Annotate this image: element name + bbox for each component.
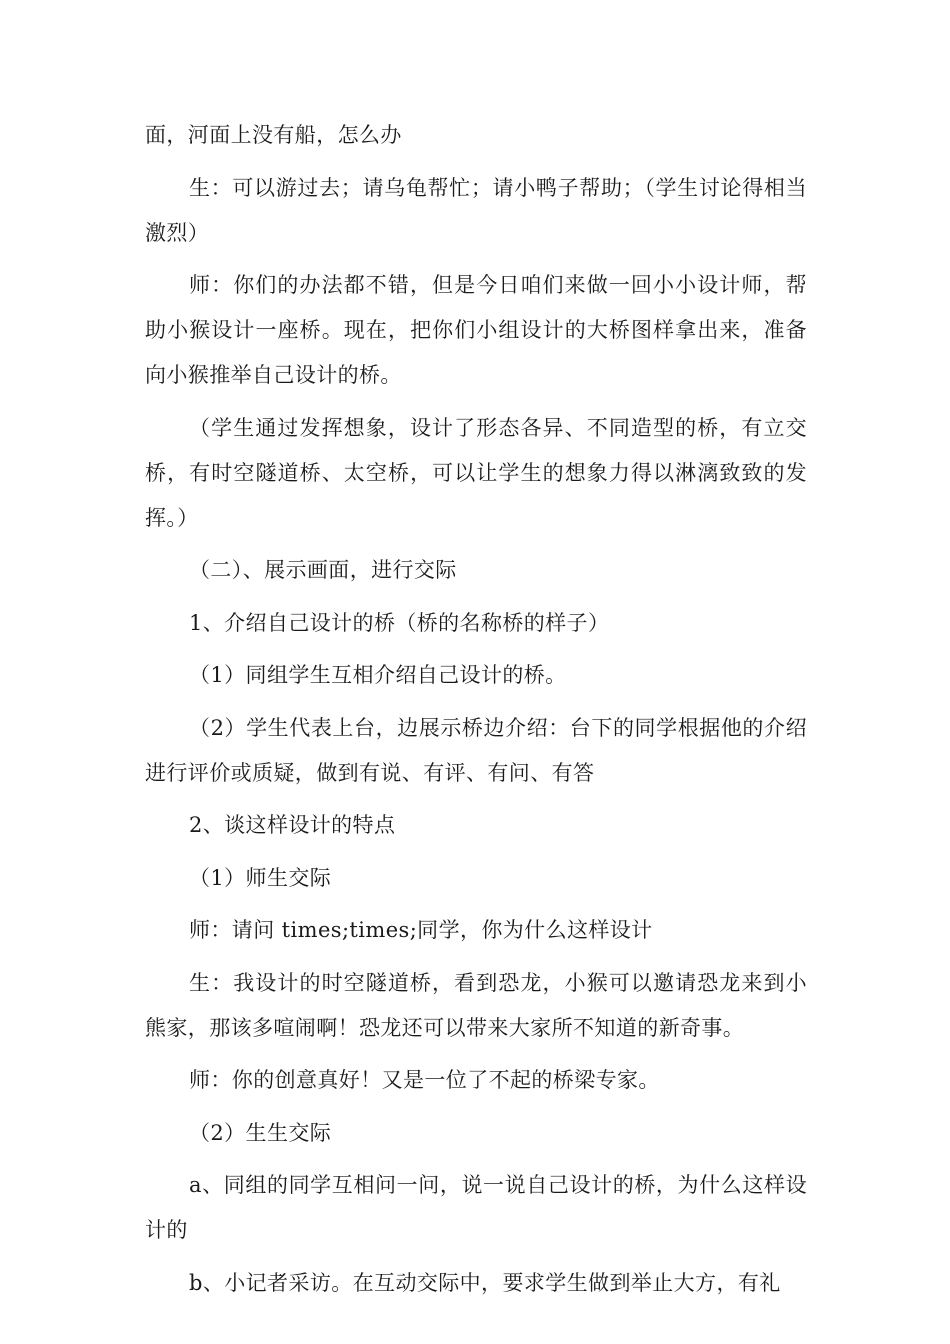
list-item: （1）师生交际 — [189, 865, 332, 890]
list-item: 2、谈这样设计的特点 — [189, 813, 396, 837]
paragraph: 面，河面上没有船，怎么办 — [145, 123, 402, 147]
list-item: （2）学生代表上台，边展示桥边介绍：台下的同学根据他的介绍进行评价或质疑，做到有说、有评、有问、有答 — [145, 715, 807, 785]
paragraph: 师：你的创意真好！又是一位了不起的桥梁专家。 — [189, 1068, 660, 1092]
paragraph: 师：你们的办法都不错，但是今日咱们来做一回小小设计师，帮助小猴设计一座桥。现在，把你们小组设计的大桥图样拿出来，准备向小猴推举自己设计的桥。 — [145, 273, 807, 387]
paragraph: 师：请问 times;times;同学，你为什么这样设计 — [189, 918, 653, 942]
list-item: b、小记者采访。在互动交际中，要求学生做到举止大方，有礼 — [189, 1270, 781, 1295]
section-heading: （二）、展示画面，进行交际 — [189, 558, 457, 582]
paragraph: 生：我设计的时空隧道桥，看到恐龙，小猴可以邀请恐龙来到小熊家，那该多喧闹啊！恐龙还可以带来大家所不知道的新奇事。 — [145, 970, 807, 1040]
list-item: （2）生生交际 — [189, 1120, 332, 1145]
paragraph: （学生通过发挥想象，设计了形态各异、不同造型的桥，有立交桥，有时空隧道桥、太空桥，可以让学生的想象力得以淋漓致致的发挥。） — [145, 415, 807, 530]
list-item: （1）同组学生互相介绍自己设计的桥。 — [189, 663, 567, 687]
list-item: 1、介绍自己设计的桥（桥的名称桥的样子） — [189, 610, 610, 635]
document-body — [145, 113, 807, 1313]
list-item: a、同组的同学互相问一问，说一说自己设计的桥，为什么这样设计的 — [145, 1173, 807, 1242]
paragraph: 生：可以游过去；请乌龟帮忙；请小鸭子帮助；（学生讨论得相当激烈） — [145, 175, 807, 245]
